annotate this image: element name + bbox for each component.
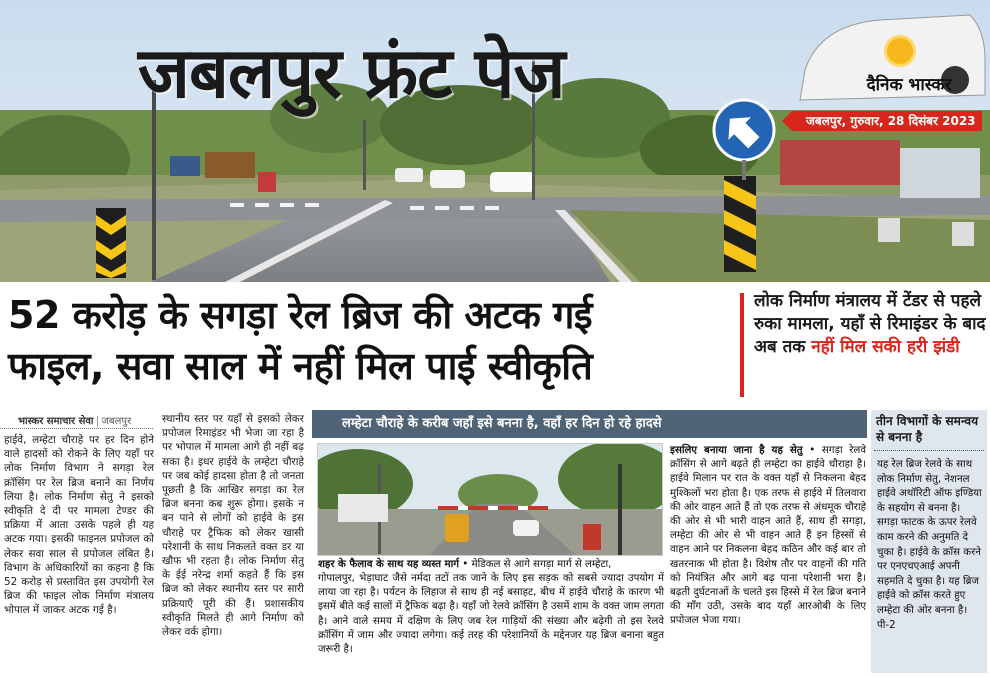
sun-logo-icon bbox=[887, 38, 913, 64]
byline-divider bbox=[0, 428, 153, 429]
byline-source: भास्कर समाचार सेवा bbox=[18, 416, 94, 427]
section-heading-band: लम्हेटा चौराहे के करीब जहाँ इसे बनना है, वहाँ हर दिन हो रहे हादसे bbox=[312, 410, 867, 438]
right-column-text: • सगड़ा रेलवे क्रॉसिंग से आगे बढ़ते ही लम्हेटा का हाईवे चौराहा है। हाईवे मिलान पर रात के वक्त यहाँ से निकलना बेहद मुश्किलों भरा होता है। एक तरफ से हाईवे में तिलवारा की ओर वाहन आते हैं तो एक तरफ से अंधमूक चौराहे की ओर से भी भारी वाहन आते हैं, साथ ही सगड़ा, लम्हेटा की ओर से भी वाहन आते हैं इन हिस्सों से वाहन आने पर निकलना बेहद कठिन और कई बार तो खतरनाक भी होता है। विशेष तौर पर वाहनों की गति को नियंत्रित और आगे बढ़ पाना परेशानी भरा है। बढ़ती दुर्घटनाओं के चलते इस हिस्से में रेल ब्रिज बनाने की माँग उठी, उसके बाद यहाँ आरओबी के लिए प्रपोजल भेजा गया। bbox=[670, 445, 866, 627]
deck-highlight: नहीं मिल सकी हरी झंडी bbox=[811, 337, 960, 357]
headline-line-2: फाइल, सवा साल में नहीं मिल पाई स्वीकृति bbox=[8, 344, 593, 388]
sidebar-text: यह रेल ब्रिज रेलवे के साथ लोक निर्माण सेतु, नेशनल हाईवे अथॉरिटी ऑफ इण्डिया के सहयोग से बनना है। सगड़ा फाटक के ऊपर रेलवे काम करने की अनुमति दे चुका है। हाईवे के क्रॉस करने पर एनएचएआई अपनी सहमति दे चुका है। यह ब्रिज हाईवे को क्रॉस करते हुए लम्हेटा की ओर बनना है।पी-2 bbox=[877, 459, 982, 631]
rail-crossing-photo bbox=[317, 443, 663, 556]
logo-text: दैनिक भास्कर bbox=[866, 75, 952, 95]
article-column-1: हाईवे, लम्हेटा चौराहे पर हर दिन होने वाले हादसों को रोकने के लिए यहाँ पर लोक निर्माण विभाग ने सगड़ा रेल क्रॉसिंग पर रेल ब्रिज बनाने का निर्णय लिया है। लोक निर्माण सेतु ने इसको स्वीकृति दे दी पर मामला टेण्डर की प्रक्रिया में आता उसके पहले ही यह अटक गया। इसकी फाइनल प्रपोजल को लेकर सवा साल से प्रपोजल लंबित है। विभाग के अधिकारियों का कहना है कि 52 करोड़ से प्रस्तावित इस उपयोगी रेल ब्रिज की फाइल लोक निर्माण मंत्रालय भोपाल में जाकर अटक गई है। bbox=[4, 434, 154, 617]
main-headline bbox=[8, 290, 730, 392]
right-article-column bbox=[670, 444, 866, 629]
headline-line-1: 52 करोड़ के सगड़ा रेल ब्रिज की अटक गई bbox=[8, 293, 593, 337]
right-column-lead: इसलिए बनाया जाना है यह सेतु bbox=[670, 445, 803, 456]
crossing-road-image bbox=[318, 444, 663, 556]
middle-article-text: गोपालपुर, भेड़ाघाट जैसे नर्मदा तटों तक जाने के लिए इस सड़क को सबसे ज्यादा उपयोग में लाया जा रहा है। पर्यटन के लिहाज से साथ ही नई बसाहट, बीच में हाईवे चौराहे के कारण भी इसमें बीते कई सालों में ट्रैफिक बढ़ा है। यहाँ जो रेलवे क्रॉसिंग है उसमें शाम के वक्त जाम लगता है। आने वाले समय में दक्षिण के लिए जब रेल गाड़ियों की संख्या और बढ़ेगी तो इस रेलवे क्रॉसिंग में जाम और ज्यादा लगेगा। कई तरह की परेशानियों के मद्देनजर यह ब्रिज बनाना बहुत जरूरी है। bbox=[318, 573, 664, 656]
newspaper-logo bbox=[835, 50, 983, 106]
deck-text: लोक निर्माण मंत्रालय में टेंडर से पहले रुका मामला, यहाँ से रिमाइंडर के बाद अब तक bbox=[754, 291, 986, 357]
caption-bold: शहर के फैलाव के साथ यह व्यस्त मार्ग bbox=[318, 559, 460, 570]
byline bbox=[18, 413, 153, 427]
dateline: जबलपुर, गुरुवार, 28 दिसंबर 2023 bbox=[792, 111, 982, 131]
deck-accent-bar bbox=[740, 293, 744, 397]
deck-subheadline bbox=[754, 290, 986, 359]
article-column-2: स्थानीय स्तर पर यहाँ से इसको लेकर प्रपोजल रिमाइंडर भी भेजा जा रहा है पर भोपाल में मामला आगे ही नहीं बढ़ सका है। इधर हाईवे के लम्हेटा चौराहे पर जब कोई हादसा होता है तो जनता पूछती है कि आखिर सगड़ा का रेल ब्रिज बनना कब शुरू होगा। इसके न बन पाने से लोगों को हाईवे के इस चौराहे पर ट्रैफिक को लेकर खासी परेशानी के साथ निकलते वक्त डर या खौफ भी रहता है। लोक निर्माण सेतु के ईई नरेन्द्र शर्मा कहते हैं कि इस ब्रिज को लेकर स्थानीय स्तर पर सारी प्रक्रियाएँ पूरी की हैं। प्रशासकीय स्वीकृति मिलते ही आगे निर्माण को लेकर वर्क होगा। bbox=[162, 413, 304, 639]
sidebar-divider bbox=[874, 450, 984, 451]
byline-city: जबलपुर bbox=[97, 416, 132, 427]
page-title: जबलपुर फ्रंट पेज bbox=[138, 32, 565, 114]
sidebar-heading: तीन विभागों के समन्वय से बनना है bbox=[876, 414, 979, 444]
caption-text: • मेडिकल से आगे सगड़ा मार्ग से लम्हेटा, bbox=[459, 559, 612, 570]
photo-caption bbox=[318, 558, 664, 572]
